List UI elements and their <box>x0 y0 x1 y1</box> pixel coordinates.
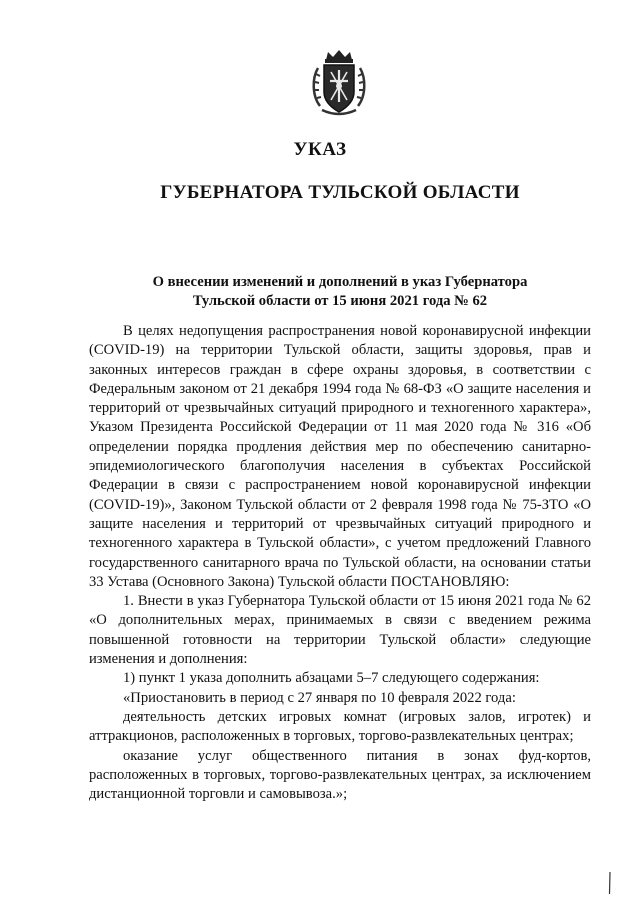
margin-pen-mark <box>608 872 612 894</box>
subject-line-1: О внесении изменений и дополнений в указ Губернатора <box>152 274 528 290</box>
coat-of-arms-icon <box>310 48 368 118</box>
paragraph-suspend-play-rooms: деятельность детских игровых комнат (игровых залов, игротек) и аттракционов, расположенных в торговых, торгово-развлекательных центрах; <box>89 708 591 745</box>
paragraph-item-1: 1. Внести в указ Губернатора Тульской области от 15 июня 2021 года № 62 «О дополнительных мерах, принимаемых в связи с введением режима повышенной готовности на территории Тульской области» следующие изменения и дополнения: <box>89 593 591 668</box>
subject-line-2: Тульской области от 15 июня 2021 года № 62 <box>192 293 488 309</box>
document-issuer: ГУБЕРНАТОРА ТУЛЬСКОЙ ОБЛАСТИ <box>160 182 520 203</box>
paragraph-subitem-1: 1) пункт 1 указа дополнить абзацами 5–7 следующего содержания: <box>123 670 540 687</box>
document-body <box>89 322 591 804</box>
paragraph-preamble: В целях недопущения распространения новой коронавирусной инфекции (COVID-19) на территории Тульской области, защиты здоровья, прав и законных интересов граждан в сфере охраны здоровья, в соответствии с Федеральным законом от 21 декабря 1994 года № 68-ФЗ «О защите населения и территорий от чрезвычайных ситуаций природного и техногенного характера», Указом Президента Российской Федерации от 11 мая 2020 года № 316 «Об определении порядка продления действия мер по обеспечению санитарно-эпидемиологического благополучия населения в субъектах Российской Федерации в связи с распространением новой коронавирусной инфекции (COVID-19)», Законом Тульской области от 2 февраля 1998 года № 75-ЗТО «О защите населения и территорий от чрезвычайных ситуаций природного и техногенного характера в Тульской области», с учетом предложений Главного государственного санитарного врача по Тульской области, на основании статьи 33 Устава (Основного Закона) Тульской области ПОСТАНОВЛЯЮ: <box>89 323 591 590</box>
document-title: УКАЗ <box>293 139 347 160</box>
document-subject <box>100 273 580 311</box>
paragraph-suspend-food-courts: оказание услуг общественного питания в зонах фуд-кортов, расположенных в торговых, торгово-развлекательных центрах, за исключением дистанционной торговли и самовывоза.»; <box>89 747 591 803</box>
paragraph-suspend-intro: «Приостановить в период с 27 января по 10 февраля 2022 года: <box>123 689 516 706</box>
